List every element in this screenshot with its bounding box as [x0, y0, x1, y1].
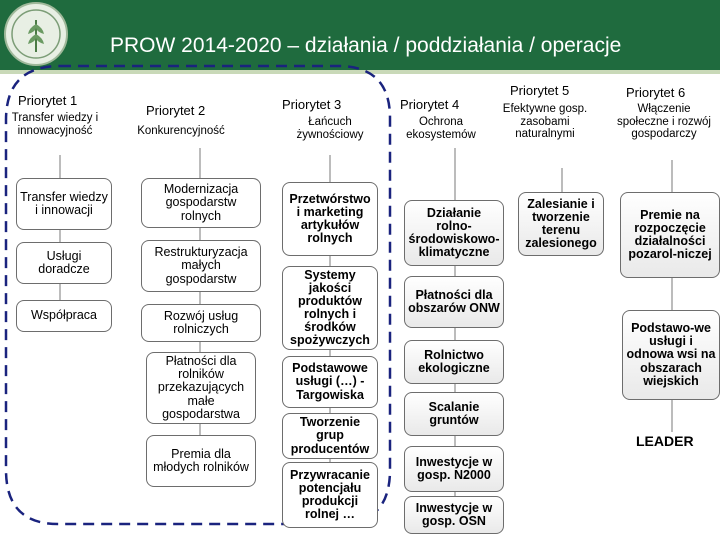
priority-4-title: Priorytet 4 — [400, 97, 460, 112]
measure-p5-1: Zalesianie i tworzenie terenu zalesionego — [518, 192, 604, 256]
measure-p3-1: Przetwórstwo i marketing artykułów rolnych — [282, 182, 378, 256]
priority-4-name: Ochrona ekosystemów — [406, 116, 476, 141]
measure-p6-2: Podstawo-we usługi i odnowa wsi na obszarach wiejskich — [622, 310, 720, 400]
measure-p6-1: Premie na rozpoczęcie działalności pozarol-niczej — [620, 192, 720, 278]
measure-p4-2: Płatności dla obszarów ONW — [404, 276, 504, 328]
priority-6-title: Priorytet 6 — [626, 85, 686, 100]
priority-3-title: Priorytet 3 — [282, 97, 342, 112]
measure-p2-5: Premia dla młodych rolników — [146, 435, 256, 487]
priority-5-title: Priorytet 5 — [510, 83, 570, 98]
page-title: PROW 2014-2020 – działania / poddziałania / operacje — [110, 34, 622, 57]
measure-p2-2: Restrukturyzacja małych gospodarstw — [141, 240, 261, 292]
measure-p3-4: Tworzenie grup producentów — [282, 413, 378, 459]
priority-2-title: Priorytet 2 — [146, 103, 206, 118]
measure-p1-3: Współpraca — [16, 300, 112, 332]
measure-p4-1: Działanie rolno-środowiskowo-klimatyczne — [404, 200, 504, 266]
priority-3-name: Łańcuch żywnościowy — [296, 116, 364, 141]
measure-p4-3: Rolnictwo ekologiczne — [404, 340, 504, 384]
leader-label: LEADER — [636, 433, 694, 449]
measure-p1-1: Transfer wiedzy i innowacji — [16, 178, 112, 230]
measure-p4-6: Inwestycje w gosp. OSN — [404, 496, 504, 534]
measure-p2-3: Rozwój usług rolniczych — [141, 304, 261, 342]
priority-1-title: Priorytet 1 — [18, 93, 78, 108]
measure-p3-3: Podstawowe usługi (…) - Targowiska — [282, 356, 378, 408]
measure-p2-1: Modernizacja gospodarstw rolnych — [141, 178, 261, 228]
measure-p4-5: Inwestycje w gosp. N2000 — [404, 446, 504, 492]
measure-p2-4: Płatności dla rolników przekazujących małe gospodarstwa — [146, 352, 256, 424]
priority-1-name: Transfer wiedzy i innowacyjność — [11, 112, 99, 137]
priority-6-name: Włączenie społeczne i rozwój gospodarczy — [617, 103, 711, 141]
priority-5-name: Efektywne gosp. zasobami naturalnymi — [502, 103, 588, 141]
measure-p1-2: Usługi doradcze — [16, 242, 112, 284]
measure-p4-4: Scalanie gruntów — [404, 392, 504, 436]
measure-p3-2: Systemy jakości produktów rolnych i środków spożywczych — [282, 266, 378, 350]
priority-2-name: Konkurencyjność — [137, 125, 225, 137]
measure-p3-5: Przywracanie potencjału produkcji rolnej … — [282, 462, 378, 528]
